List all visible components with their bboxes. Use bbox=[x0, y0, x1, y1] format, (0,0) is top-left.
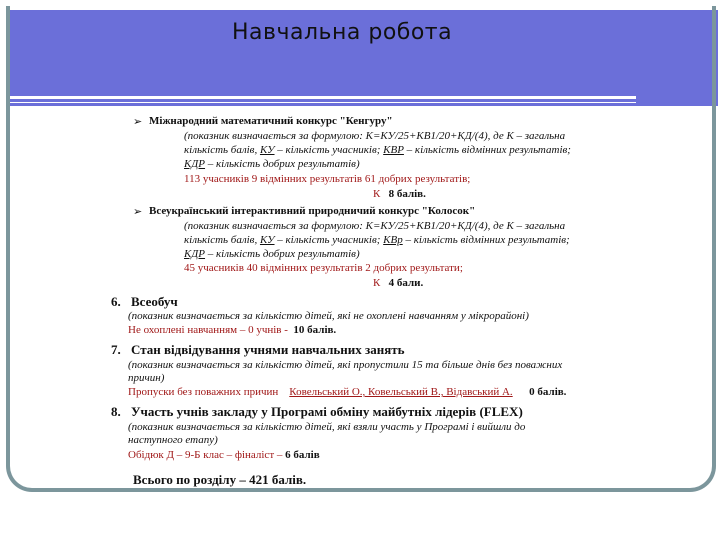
section-7-result: Пропуски без поважних причин Ковельський О., Ковельський В., Відавський А. 0 балів. bbox=[128, 386, 567, 398]
section-8-number: 8. bbox=[111, 404, 121, 419]
section-8-result: Обідюк Д – 9-Б клас – фіналіст – 6 балів bbox=[128, 449, 320, 461]
section-7-note-2: причин) bbox=[128, 372, 165, 384]
section-6-result: Не охоплені навчанням – 0 учнів - 10 балів. bbox=[128, 324, 337, 336]
section-total: Всього по розділу – 421 балів. bbox=[133, 472, 307, 487]
kolosok-note-1: (показник визначається за формулою: К=КУ/25+КВ1/20+КД/(4), де К – загальна bbox=[184, 220, 566, 232]
kenguru-score: К 8 балів. bbox=[373, 188, 426, 200]
slide-frame bbox=[6, 6, 716, 492]
section-8-note-2: наступного етапу) bbox=[128, 434, 218, 446]
section-6-note: (показник визначається за кількістю дітей, які не охоплені навчанням у мікрорайоні) bbox=[128, 310, 529, 322]
section-7-note-1: (показник визначається за кількістю дітей, які пропустили 15 та більше днів без поважних bbox=[128, 359, 563, 371]
kenguru-note-1: (показник визначається за формулою: К=КУ/25+КВ1/20+КД/(4), де К – загальна bbox=[184, 130, 566, 142]
kolosok-stats: 45 учасників 40 відмінних результатів 2 добрих результати; bbox=[184, 262, 463, 274]
section-6-title: Всеобуч bbox=[131, 294, 178, 309]
kolosok-note-2: кількість балів, КУ – кількість учасників; КВр – кількість відмінних результатів; bbox=[184, 234, 570, 246]
kolosok-score: К 4 бали. bbox=[373, 277, 424, 289]
bullet-arrow-icon: ➢ bbox=[133, 115, 143, 128]
kenguru-title: Міжнародний математичний конкурс "Кенгуру" bbox=[149, 115, 393, 127]
section-8-note-1: (показник визначається за кількістю дітей, які взяли участь у Програмі і вийшли до bbox=[128, 421, 526, 433]
section-6-number: 6. bbox=[111, 294, 121, 309]
slide-title: Навчальна робота bbox=[232, 20, 453, 45]
kenguru-stats: 113 учасників 9 відмінних результатів 61 добрих результатів; bbox=[184, 173, 471, 185]
kenguru-note-3: КДР – кількість добрих результатів) bbox=[184, 158, 360, 170]
section-7-number: 7. bbox=[111, 342, 121, 357]
kolosok-note-3: КДР – кількість добрих результатів) bbox=[184, 248, 360, 260]
kolosok-title: Всеукраїнський інтерактивний природничий конкурс "Колосок" bbox=[149, 205, 476, 217]
section-7-title: Стан відвідування учнями навчальних занять bbox=[131, 342, 405, 357]
bullet-arrow-icon: ➢ bbox=[133, 205, 143, 218]
section-8-title: Участь учнів закладу у Програмі обміну майбутніх лідерів (FLEX) bbox=[131, 404, 523, 419]
kenguru-note-2: кількість балів, КУ – кількість учасників; КВР – кількість відмінних результатів; bbox=[184, 144, 571, 156]
